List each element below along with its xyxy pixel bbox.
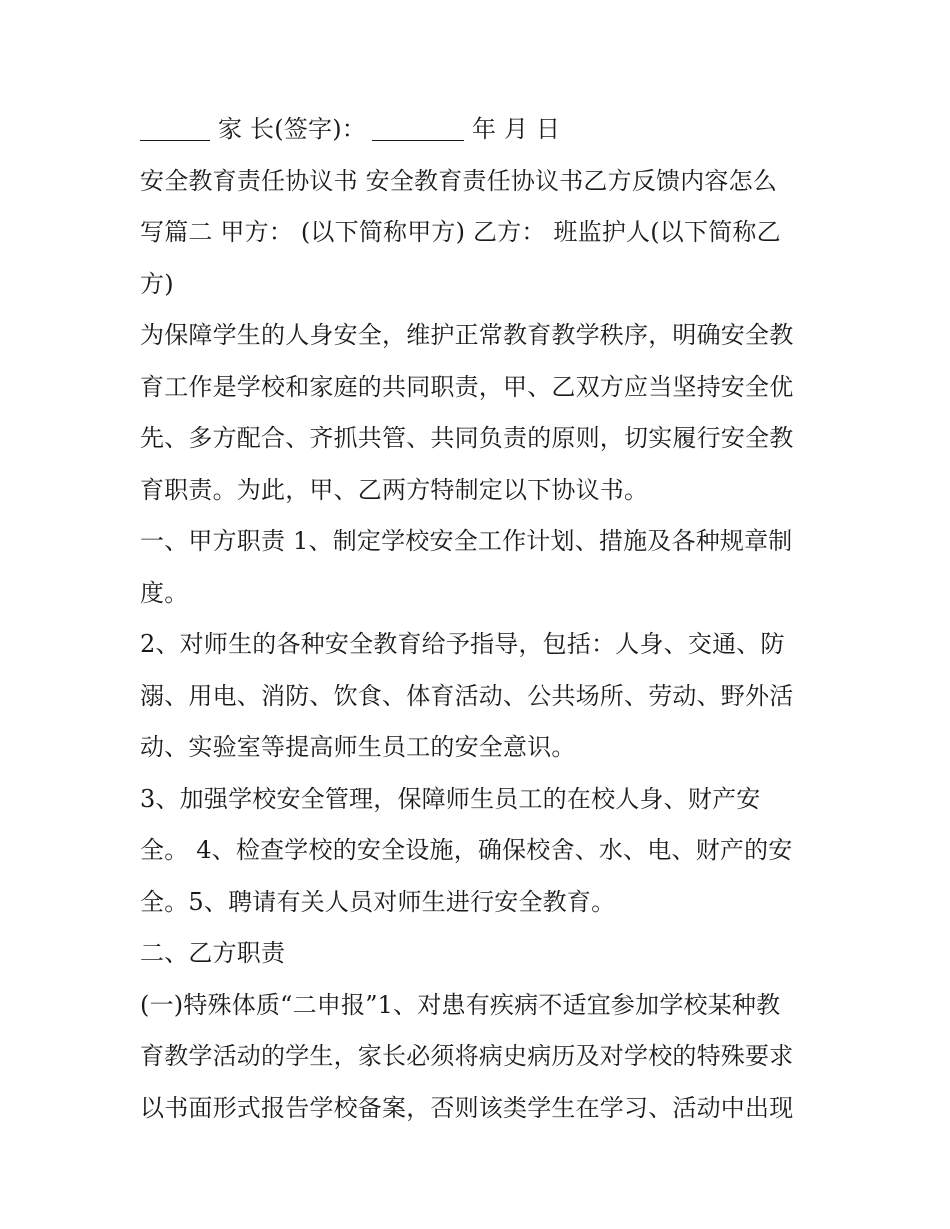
text-line: 3、加强学校安全管理，保障师生员工的在校人身、财产安 <box>140 784 761 813</box>
text-line: 一、甲方职责 1、制定学校安全工作计划、措施及各种规章制 <box>140 527 793 555</box>
text-line: (一)特殊体质“二申报”1、对患有疾病不适宜参加学校某种教 <box>140 990 781 1019</box>
date-label: 年 月 日 <box>471 115 561 143</box>
text-line: 以书面形式报告学校备案，否则该类学生在学习、活动中出现 <box>140 1093 794 1122</box>
text-line: 方) <box>140 269 174 298</box>
text-line: 育职责。为此，甲、乙两方特制定以下协议书。 <box>140 475 649 504</box>
text-line: 全。5、聘请有关人员对师生进行安全教育。 <box>140 887 616 916</box>
text-line: 安全教育责任协议书 安全教育责任协议书乙方反馈内容怎么 <box>140 166 778 195</box>
text-line: 育教学活动的学生，家长必须将病史病历及对学校的特殊要求 <box>140 1042 794 1070</box>
text-line: 育工作是学校和家庭的共同职责，甲、乙双方应当坚持安全优 <box>140 372 794 401</box>
document-page <box>140 104 820 1134</box>
blank-line <box>372 116 464 141</box>
signature-line <box>140 104 820 156</box>
text-line: 为保障学生的人身安全，维护正常教育教学秩序，明确安全教 <box>140 321 794 349</box>
text-line: 溺、用电、消防、饮食、体育活动、公共场所、劳动、野外活 <box>140 681 794 710</box>
text-line: 度。 <box>140 578 189 607</box>
text-line: 全。 4、检查学校的安全设施，确保校舍、水、电、财产的安 <box>140 836 793 864</box>
text-line: 先、多方配合、齐抓共管、共同负责的原则，切实履行安全教 <box>140 424 794 452</box>
text-line: 2、对师生的各种安全教育给予指导，包括：人身、交通、防 <box>140 630 785 658</box>
text-line: 动、实验室等提高师生员工的安全意识。 <box>140 733 576 761</box>
text-line: 写篇二 甲方： (以下简称甲方) 乙方： 班监护人(以下简称乙 <box>140 218 781 246</box>
text-line: 二、乙方职责 <box>140 939 286 967</box>
blank-line <box>140 116 210 141</box>
parent-signature-label: 家 长(签字)： <box>218 115 366 143</box>
